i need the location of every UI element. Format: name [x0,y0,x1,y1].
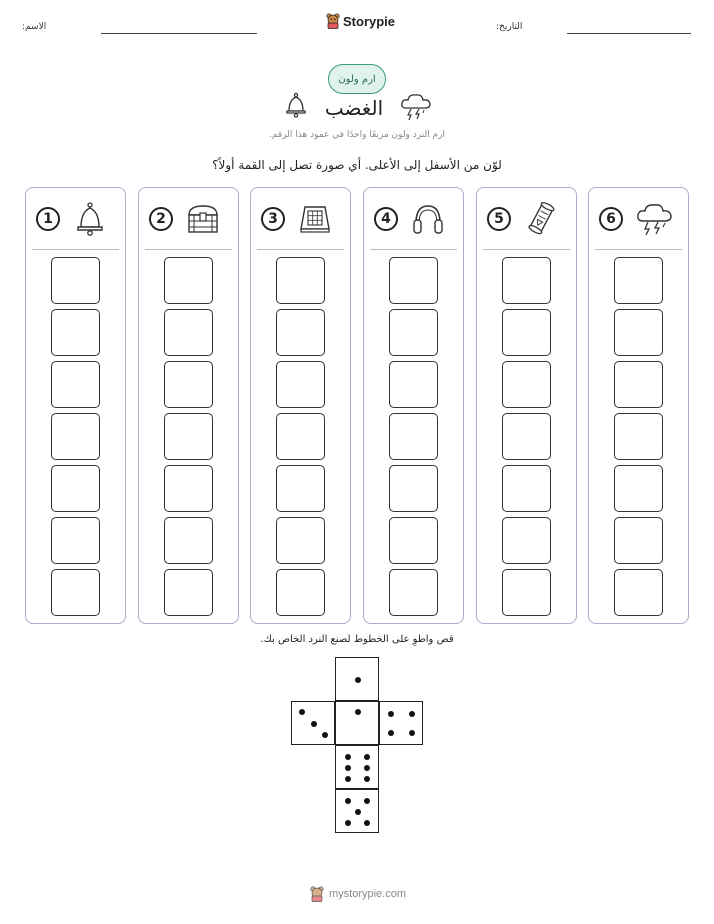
column-number: 4 [374,207,398,231]
bear-mascot-icon [309,886,325,902]
color-box[interactable] [614,569,663,616]
color-box[interactable] [614,309,663,356]
pip [311,721,317,727]
bell-icon [283,92,309,118]
board-game-icon [297,201,333,237]
color-box[interactable] [51,413,100,460]
pip [388,711,394,717]
color-box[interactable] [389,361,438,408]
pip [364,754,370,760]
color-box[interactable] [502,569,551,616]
color-box[interactable] [276,465,325,512]
color-box[interactable] [502,361,551,408]
color-box[interactable] [614,361,663,408]
color-box[interactable] [51,361,100,408]
color-box[interactable] [164,517,213,564]
question: لوّن من الأسفل إلى الأعلى. أي صورة تصل إلى القمة أولاً؟ [212,158,502,172]
column-divider [257,249,344,250]
column-divider [145,249,232,250]
color-box[interactable] [389,309,438,356]
color-box[interactable] [389,465,438,512]
color-box[interactable] [502,257,551,304]
column-divider [370,249,457,250]
column-divider [595,249,682,250]
dice-instruction: قص واطوِ على الخطوط لصنع النرد الخاص بك. [260,634,454,645]
color-box[interactable] [164,465,213,512]
color-box[interactable] [51,465,100,512]
color-box[interactable] [51,517,100,564]
color-box[interactable] [51,569,100,616]
column-6 [588,187,689,624]
subtitle: ارم النرد ولون مربعًا واحدًا في عمود هذا الرقم. [269,130,445,140]
brand-logo [326,13,395,29]
activity-badge: ارم ولون [328,64,386,94]
color-box[interactable] [164,361,213,408]
date-line[interactable] [567,33,691,34]
pip [364,798,370,804]
storm-cloud-icon [399,91,433,121]
pip [345,820,351,826]
scroll-icon [523,201,559,237]
page-title: الغضب [324,96,384,120]
color-box[interactable] [164,309,213,356]
color-box[interactable] [276,569,325,616]
column-number: 5 [487,207,511,231]
color-box[interactable] [276,309,325,356]
brand-name: Storypie [343,13,396,29]
pip [409,730,415,736]
pip [355,809,361,815]
color-box[interactable] [276,361,325,408]
dice-face-5 [335,789,379,833]
dice-face-6 [335,745,379,789]
pip [322,732,328,738]
color-box[interactable] [614,413,663,460]
color-box[interactable] [164,413,213,460]
dice-face-3 [291,701,335,745]
pip [345,798,351,804]
color-box[interactable] [389,517,438,564]
pip [299,709,305,715]
column-divider [32,249,119,250]
pip [388,730,394,736]
column-3 [250,187,351,624]
pip [364,765,370,771]
column-divider [483,249,570,250]
headphones-icon [410,201,446,237]
bear-mascot-icon [326,13,340,29]
color-box[interactable] [389,569,438,616]
footer [309,886,406,902]
color-box[interactable] [164,569,213,616]
pip [345,754,351,760]
name-label: الاسم: [22,22,47,32]
column-4 [363,187,464,624]
date-label: التاريخ: [496,22,523,32]
pip [364,820,370,826]
column-5 [476,187,577,624]
dice-face-4 [379,701,423,745]
column-number: 3 [261,207,285,231]
color-box[interactable] [51,257,100,304]
color-box[interactable] [502,413,551,460]
color-box[interactable] [51,309,100,356]
pip [409,711,415,717]
color-box[interactable] [389,413,438,460]
color-box[interactable] [389,257,438,304]
pip [355,677,361,683]
name-line[interactable] [101,33,257,34]
color-box[interactable] [502,309,551,356]
color-box[interactable] [502,517,551,564]
color-box[interactable] [276,413,325,460]
column-2 [138,187,239,624]
column-number: 6 [599,207,623,231]
column-1 [25,187,126,624]
footer-url[interactable]: mystorypie.com [329,888,407,900]
treasure-chest-icon [185,201,221,237]
dice-face-1 [335,657,379,701]
color-box[interactable] [614,517,663,564]
dice-face-1 [335,701,379,745]
storm-cloud-icon [635,201,675,237]
pip [364,776,370,782]
color-box[interactable] [276,517,325,564]
pip [345,776,351,782]
color-box[interactable] [276,257,325,304]
color-box[interactable] [502,465,551,512]
column-number: 2 [149,207,173,231]
color-box[interactable] [164,257,213,304]
column-number: 1 [36,207,60,231]
pip [355,709,361,715]
color-box[interactable] [614,257,663,304]
pip [345,765,351,771]
color-box[interactable] [614,465,663,512]
bell-icon [72,201,108,237]
